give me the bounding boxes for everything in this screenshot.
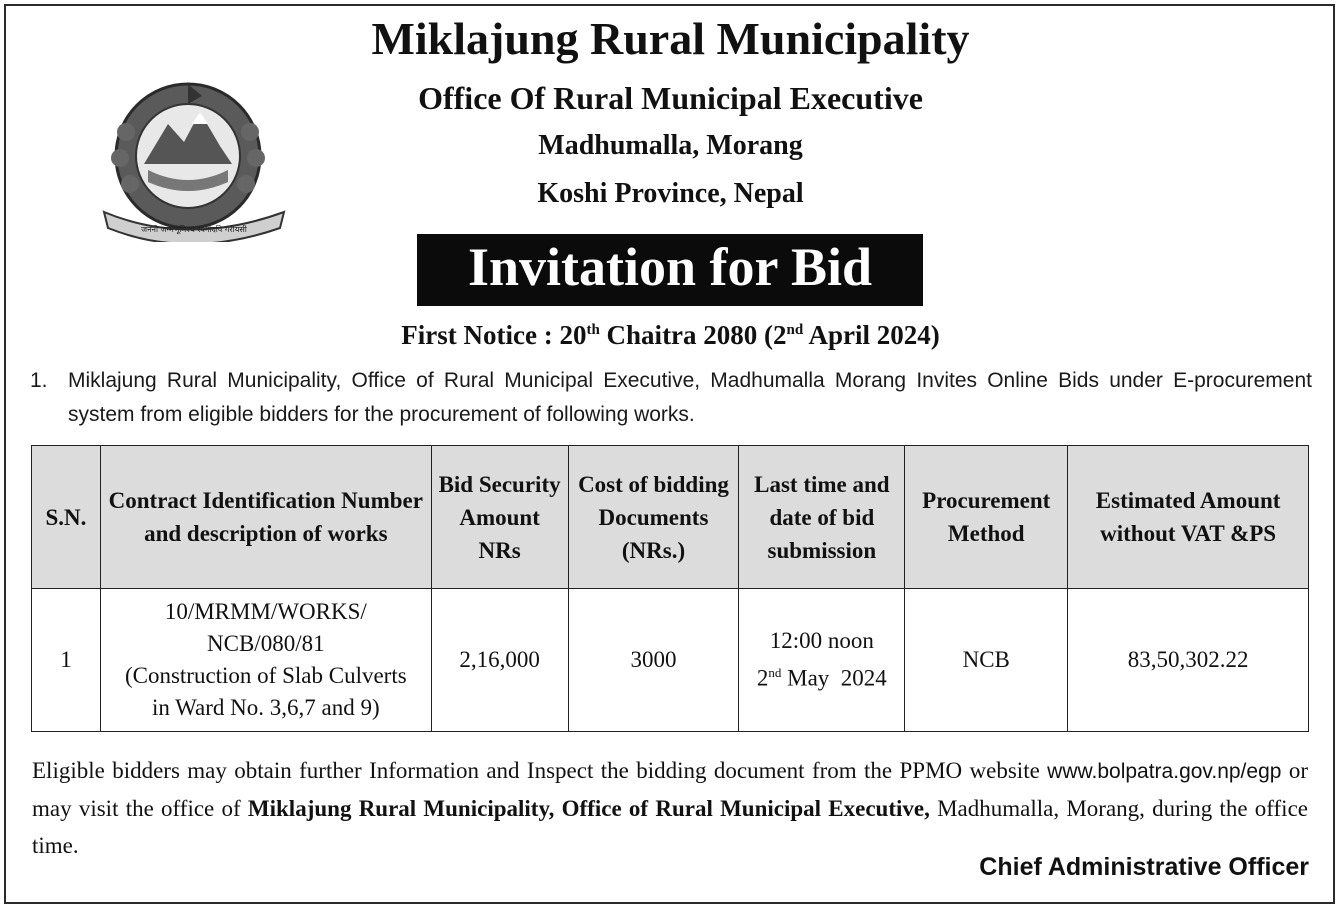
cell-contract: [100, 589, 431, 732]
footer-text-3: Madhumalla, Morang, during the office time.: [32, 796, 1308, 858]
submission-date: 2nd May 2024: [756, 665, 887, 691]
contract-id-line-2: NCB/080/81: [207, 631, 325, 656]
signature-title: Chief Administrative Officer: [979, 853, 1309, 881]
table-header-row: [32, 446, 1309, 589]
intro-number: 1.: [30, 369, 48, 392]
header-cost: Cost of bidding Documents (NRs.): [568, 446, 739, 589]
address-line-1: Madhumalla, Morang: [538, 130, 803, 161]
footer-text-1: Eligible bidders may obtain further Information and Inspect the bidding document from the PPMO website: [32, 758, 1048, 783]
invitation-banner: Invitation for Bid: [417, 234, 923, 306]
header-contract: Contract Identification Number and description of works: [100, 446, 431, 589]
municipality-title: Miklajung Rural Municipality: [371, 13, 970, 64]
cell-cost: 3000: [568, 589, 739, 732]
cell-last-time: [739, 589, 905, 732]
intro-text: Miklajung Rural Municipality, Office of Rural Municipal Executive, Madhumalla Morang Invites Online Bids under E-procurement system from eligible bidders for the procurement of following works.: [68, 369, 1312, 426]
footer-office-bold: Miklajung Rural Municipality, Office of Rural Municipal Executive,: [247, 796, 930, 821]
website-link[interactable]: www.bolpatra.gov.np/egp: [1047, 760, 1282, 783]
intro-paragraph: [30, 364, 1312, 432]
contract-id-line-1: 10/MRMM/WORKS/: [164, 599, 367, 624]
contract-desc-line-1: (Construction of Slab Culverts: [124, 663, 407, 688]
header-sn: S.N.: [32, 446, 101, 589]
cell-sn: 1: [32, 589, 101, 732]
cell-estimate: 83,50,302.22: [1068, 589, 1309, 732]
address-line-2: Koshi Province, Nepal: [537, 178, 804, 209]
cell-bid-security: 2,16,000: [431, 589, 568, 732]
footer-paragraph: [32, 752, 1308, 864]
table-row: [32, 589, 1309, 732]
office-name: Office Of Rural Municipal Executive: [418, 80, 923, 116]
cell-method: NCB: [905, 589, 1068, 732]
header-bid-security: Bid Security Amount NRs: [431, 446, 568, 589]
emblem-motto: जननी जन्मभूमिश्च स्वर्गादपि गरीयसी: [141, 225, 247, 234]
header-method: Procurement Method: [905, 446, 1068, 589]
bid-table: [31, 445, 1309, 732]
header-estimate: Estimated Amount without VAT &PS: [1068, 446, 1309, 589]
header-last-time: Last time and date of bid submission: [739, 446, 905, 589]
footer-text-2: or may visit the office of: [32, 758, 1308, 821]
contract-desc-line-2: in Ward No. 3,6,7 and 9): [151, 695, 380, 720]
submission-time: 12:00 noon: [769, 628, 874, 654]
first-notice: First Notice : 20th Chaitra 2080 (2nd April 2024): [401, 320, 940, 350]
